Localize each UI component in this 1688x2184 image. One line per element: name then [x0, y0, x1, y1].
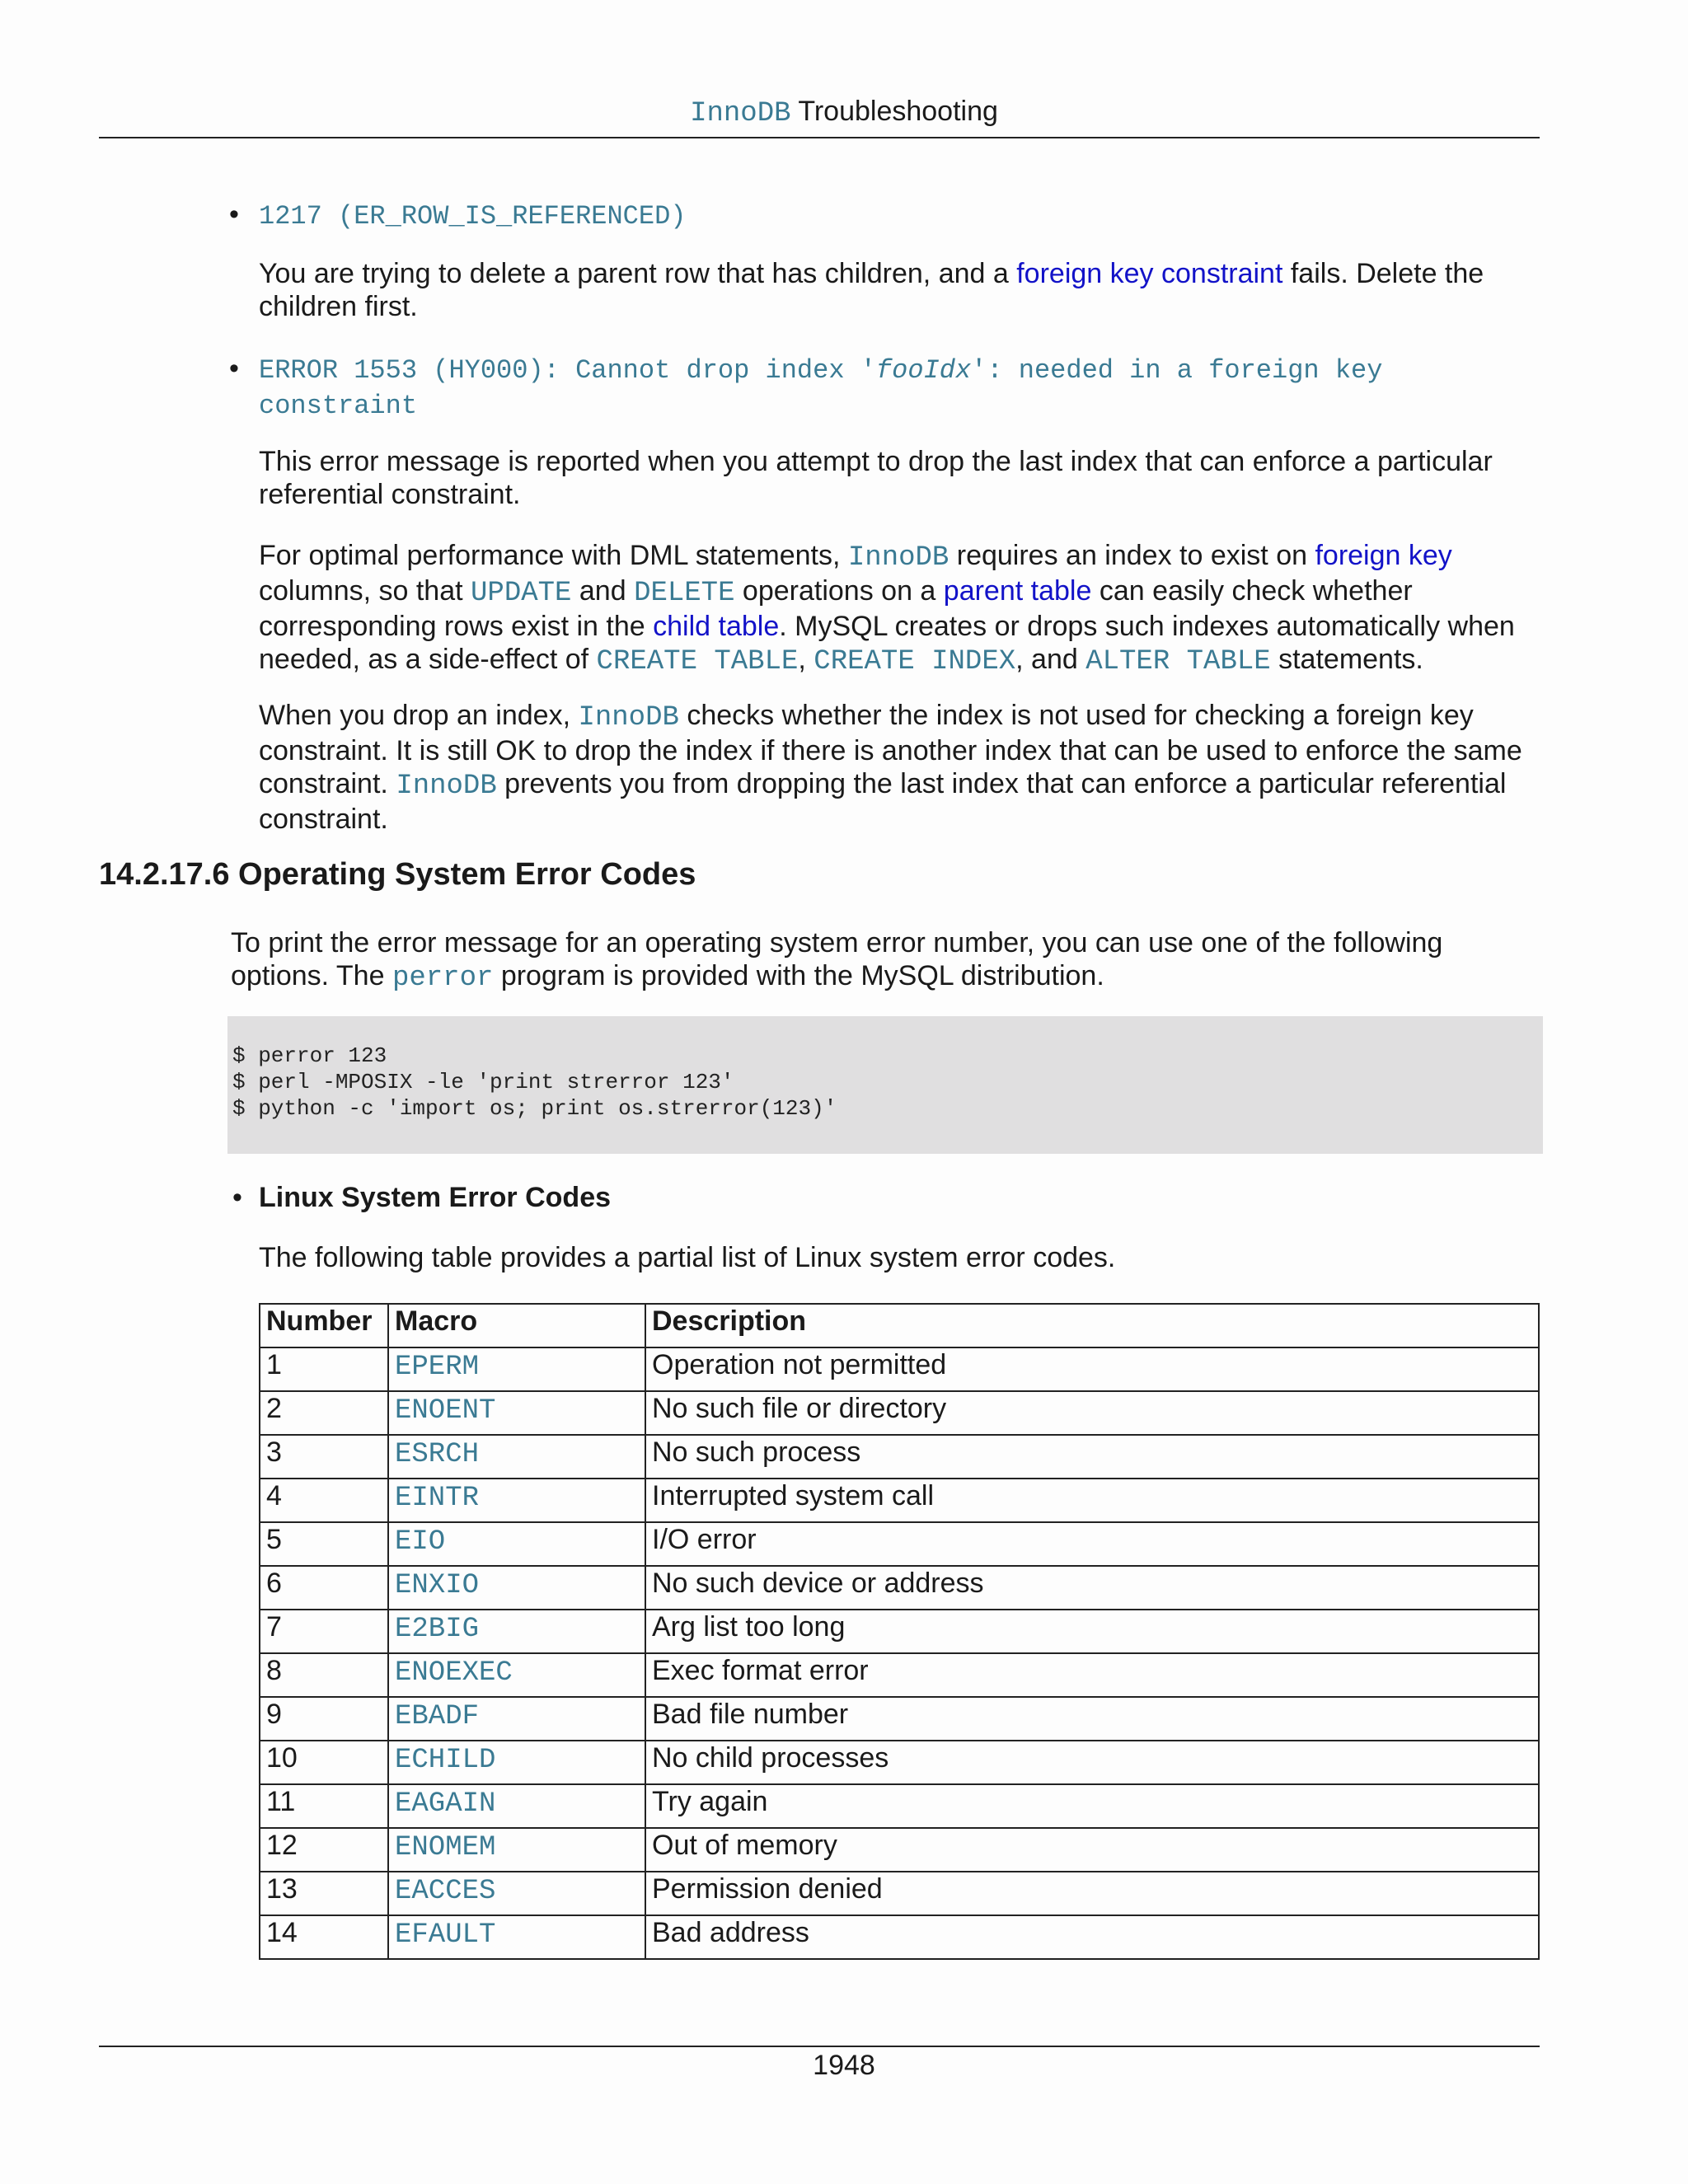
perror-code: perror	[392, 963, 494, 994]
footer-rule	[99, 2046, 1540, 2047]
macro-link[interactable]: ENOENT	[395, 1395, 496, 1427]
macro-link[interactable]: EACCES	[395, 1876, 496, 1907]
linux-error-codes-heading: Linux System Error Codes	[259, 1182, 612, 1213]
macro-link[interactable]: EPERM	[395, 1352, 480, 1383]
macro-link[interactable]: EFAULT	[395, 1919, 496, 1951]
macro-link[interactable]: E2BIG	[395, 1614, 480, 1645]
header-number: Number	[260, 1304, 388, 1347]
table-row: 9 EBADF Bad file number	[260, 1697, 1539, 1741]
section-heading: 14.2.17.6 Operating System Error Codes	[99, 857, 696, 892]
table-row: 8 ENOEXEC Exec format error	[260, 1653, 1539, 1697]
bullet-dot: •	[229, 353, 239, 384]
table-header-row	[260, 1304, 1539, 1347]
table-row: 4 EINTR Interrupted system call	[260, 1479, 1539, 1522]
error-1553-p1: This error message is reported when you attempt to drop the last index that can enforce a particular referential constraint.	[259, 446, 1493, 510]
parent-table-link[interactable]: parent table	[943, 575, 1092, 607]
page-header	[0, 96, 1688, 129]
bullet-dot: •	[232, 1182, 242, 1213]
foreign-key-constraint-link[interactable]: foreign key constraint	[1016, 258, 1283, 289]
macro-link[interactable]: ENXIO	[395, 1570, 480, 1601]
page-number: 1948	[813, 2050, 875, 2081]
error-1217-label[interactable]: 1217 (ER_ROW_IS_REFERENCED)	[259, 201, 687, 232]
header-macro: Macro	[388, 1304, 645, 1347]
linux-error-table	[259, 1303, 1540, 1960]
table-row: 2 ENOENT No such file or directory	[260, 1391, 1539, 1435]
table-row: 14 EFAULT Bad address	[260, 1915, 1539, 1959]
error-1553-label[interactable]: ERROR 1553 (HY000): Cannot drop index 'fooIdx': needed in a foreign key constraint	[259, 355, 1383, 421]
table-row: 7 E2BIG Arg list too long	[260, 1610, 1539, 1653]
table-row: 13 EACCES Permission denied	[260, 1872, 1539, 1915]
macro-link[interactable]: ESRCH	[395, 1439, 480, 1470]
section-intro: To print the error message for an operating system error number, you can use one of the following options. The perror program is provided with the MySQL distribution.	[231, 927, 1443, 994]
foreign-key-link[interactable]: foreign key	[1315, 540, 1452, 571]
code-example	[227, 1016, 1543, 1154]
macro-link[interactable]: EBADF	[395, 1701, 480, 1732]
child-table-link[interactable]: child table	[653, 611, 780, 642]
header-title-text: Troubleshooting	[790, 96, 998, 127]
table-row: 3 ESRCH No such process	[260, 1435, 1539, 1479]
macro-link[interactable]: ENOMEM	[395, 1832, 496, 1863]
header-description: Description	[645, 1304, 1539, 1347]
header-rule	[99, 137, 1540, 138]
linux-error-codes-intro: The following table provides a partial list of Linux system error codes.	[259, 1242, 1116, 1273]
error-1553-p2: For optimal performance with DML statements, InnoDB requires an index to exist on foreign key columns, so that UPDATE and DELETE operations on a parent table can easily check whether corresponding rows exist in the child table. MySQL creates or drops such indexes automatically when needed, as a side-effect of CREATE TABLE, CREATE INDEX, and ALTER TABLE statements.	[259, 540, 1515, 677]
code-lines: $ perror 123 $ perl -MPOSIX -le 'print strerror 123' $ python -c 'import os; print os.strerror(123)'	[232, 1043, 837, 1121]
table-row: 6 ENXIO No such device or address	[260, 1566, 1539, 1610]
macro-link[interactable]: EIO	[395, 1526, 446, 1558]
bullet-dot: •	[229, 199, 239, 230]
macro-link[interactable]: EAGAIN	[395, 1788, 496, 1820]
error-1217-description: You are trying to delete a parent row that has children, and a foreign key constraint fails. Delete the children first.	[259, 258, 1484, 322]
macro-link[interactable]: ECHILD	[395, 1745, 496, 1776]
macro-link[interactable]: EINTR	[395, 1483, 480, 1514]
error-1553-p3: When you drop an index, InnoDB checks whether the index is not used for checking a foreign key constraint. It is still OK to drop the index if there is another index that can be used to enforce the same constraint. InnoDB prevents you from dropping the last index that can enforce a particular referential constraint.	[259, 700, 1522, 835]
table-row: 10 ECHILD No child processes	[260, 1741, 1539, 1784]
table-row: 1 EPERM Operation not permitted	[260, 1347, 1539, 1391]
table-row: 11 EAGAIN Try again	[260, 1784, 1539, 1828]
macro-link[interactable]: ENOEXEC	[395, 1657, 513, 1689]
table-row: 12 ENOMEM Out of memory	[260, 1828, 1539, 1872]
header-code: InnoDB	[690, 98, 791, 129]
table-row: 5 EIO I/O error	[260, 1522, 1539, 1566]
